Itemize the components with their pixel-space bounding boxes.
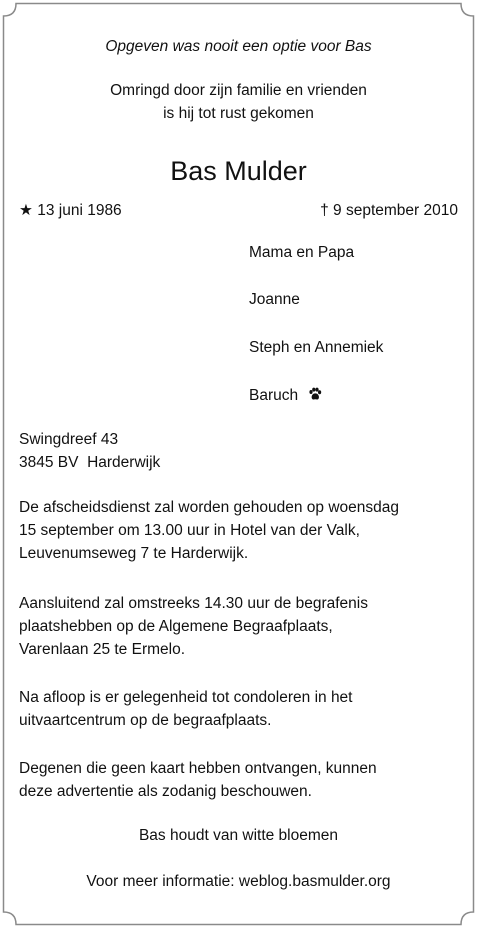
burial-line-1: Aansluitend zal omstreeks 14.30 uur de begrafenis [19, 595, 368, 612]
service-line-2: 15 september om 13.00 uur in Hotel van der Valk, [19, 522, 360, 539]
home-address [19, 428, 160, 474]
address-street: Swingdreef 43 [19, 431, 119, 448]
family-member-pet [249, 387, 322, 405]
death-date: 9 september 2010 [333, 202, 458, 219]
intro-line-1: Omringd door zijn familie en vrienden [110, 82, 367, 99]
death-date-row [320, 203, 458, 219]
service-line-3: Leuvenumseweg 7 te Harderwijk. [19, 545, 249, 562]
obituary-card [2, 2, 475, 926]
star-icon: ★ [19, 202, 33, 219]
cross-icon: † [320, 202, 329, 219]
motto: Opgeven was nooit een optie voor Bas [105, 38, 372, 55]
condolence-line-2: uitvaartcentrum op de begraafplaats. [19, 712, 272, 729]
burial-line-3: Varenlaan 25 te Ermelo. [19, 641, 186, 658]
family-member: Joanne [249, 291, 300, 308]
burial-line-2: plaatshebben op de Algemene Begraafplaats, [19, 618, 333, 635]
no-card-paragraph [19, 757, 377, 803]
intro-line-2: is hij tot rust gekomen [163, 105, 314, 122]
deceased-name: Bas Mulder [170, 156, 307, 186]
address-city: 3845 BV Harderwijk [19, 454, 161, 471]
flowers-note: Bas houdt van witte bloemen [138, 827, 339, 844]
family-member: Steph en Annemiek [249, 339, 384, 356]
birth-date: 13 juni 1986 [37, 202, 122, 219]
pet-name: Baruch [249, 387, 299, 404]
condolence-paragraph [19, 686, 353, 732]
no-card-line-2: deze advertentie als zodanig beschouwen. [19, 783, 312, 800]
more-info: Voor meer informatie: weblog.basmulder.org [86, 873, 391, 890]
birth-date-row [19, 203, 122, 219]
no-card-line-1: Degenen die geen kaart hebben ontvangen, kunnen [19, 760, 377, 777]
service-paragraph [19, 496, 399, 565]
family-member: Mama en Papa [249, 244, 355, 261]
paw-print-icon [308, 387, 322, 405]
service-line-1: De afscheidsdienst zal worden gehouden op woensdag [19, 499, 400, 516]
burial-paragraph [19, 592, 368, 661]
condolence-line-1: Na afloop is er gelegenheid tot condoleren in het [19, 689, 353, 706]
